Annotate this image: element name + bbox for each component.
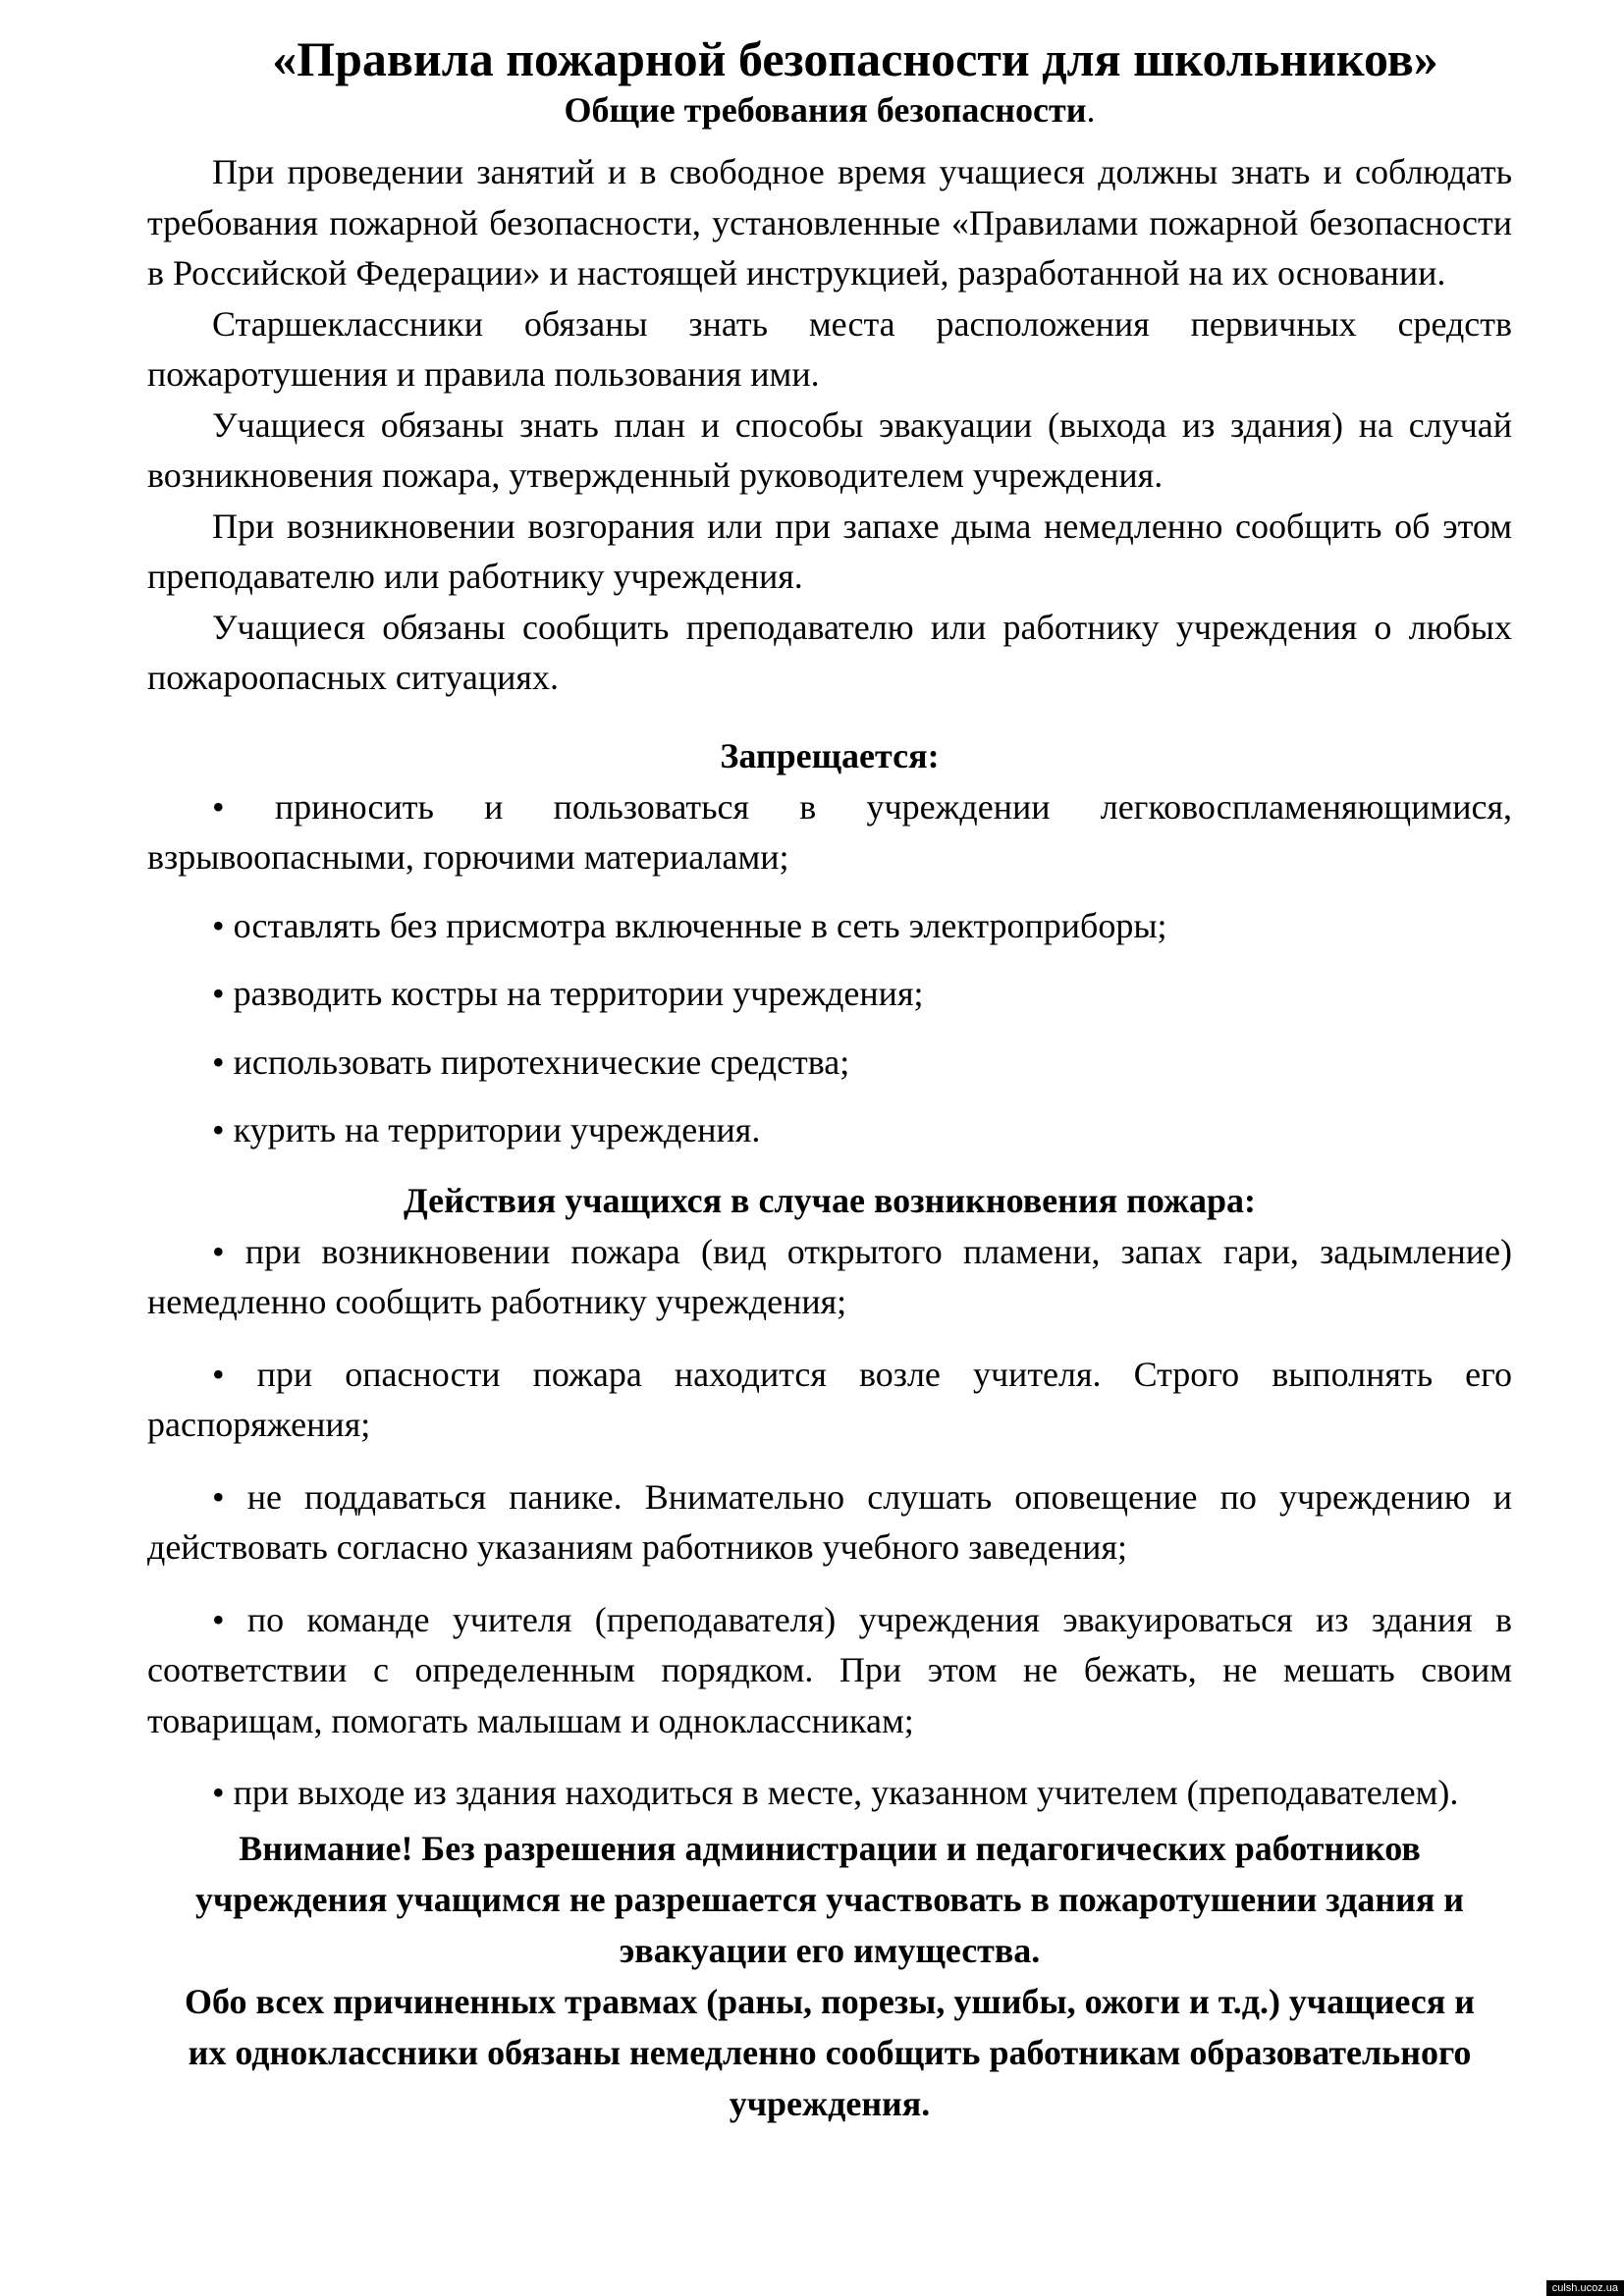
actions-list bbox=[147, 1227, 1512, 1819]
paragraph: Старшеклассники обязаны знать места расположения первичных средств пожаротушения и правила пользования ими. bbox=[147, 303, 1512, 394]
section-subtitle bbox=[147, 88, 1512, 132]
actions-heading: Действия учащихся в случае возникновения пожара: bbox=[403, 1180, 1257, 1220]
paragraph: При проведении занятий и в свободное время учащиеся должны знать и соблюдать требования пожарной безопасности, установленные «Правилами пожарной безопасности в Российской Федерации» и настоящей инструкцией, разработанной на их основании. bbox=[147, 152, 1512, 293]
general-requirements bbox=[147, 147, 1512, 704]
paragraph: Учащиеся обязаны знать план и способы эвакуации (выхода из здания) на случай возникновения пожара, утвержденный руководителем учреждения. bbox=[147, 404, 1512, 495]
subtitle-text: Общие требования безопасности bbox=[564, 90, 1087, 130]
list-item: • приносить и пользоваться в учреждении легковоспламеняющимися, взрывоопасными, горючими материалами; bbox=[147, 786, 1512, 877]
watermark: culsh.ucoz.ua bbox=[1546, 2280, 1624, 2296]
document-page bbox=[147, 29, 1512, 2129]
paragraph: При возникновении возгорания или при запахе дыма немедленно сообщить об этом преподавателю или работнику учреждения. bbox=[147, 506, 1512, 596]
list-item: • при возникновении пожара (вид открытого пламени, запах гари, задымление) немедленно сообщить работнику учреждения; bbox=[147, 1231, 1512, 1321]
list-item: • не поддаваться панике. Внимательно слушать оповещение по учреждению и действовать согласно указаниям работников учебного заведения; bbox=[147, 1476, 1512, 1567]
list-item: • использовать пиротехнические средства; bbox=[212, 1041, 850, 1082]
list-item: • при выходе из здания находиться в месте, указанном учителем (преподавателем). bbox=[212, 1773, 1459, 1812]
prohibited-heading: Запрещается: bbox=[720, 735, 940, 775]
document-title: «Правила пожарной безопасности для школьников» bbox=[272, 31, 1438, 86]
injury-warning: Обо всех причиненных травмах (раны, порезы, ушибы, ожоги и т.д.) учащиеся и их одноклассники обязаны немедленно сообщить работникам образовательного учреждения. bbox=[185, 1981, 1475, 2123]
list-item: • по команде учителя (преподавателя) учреждения эвакуироваться из здания в соответствии с определенным порядком. При этом не бежать, не мешать своим товарищам, помогать малышам и одноклассникам; bbox=[147, 1599, 1512, 1740]
subtitle-suffix: . bbox=[1086, 90, 1096, 130]
list-item: • курить на территории учреждения. bbox=[212, 1110, 761, 1149]
prohibited-list bbox=[147, 782, 1512, 1156]
list-item: • при опасности пожара находится возле учителя. Строго выполнять его распоряжения; bbox=[147, 1354, 1512, 1444]
paragraph: Учащиеся обязаны сообщить преподавателю или работнику учреждения о любых пожароопасных ситуациях. bbox=[147, 607, 1512, 697]
list-item: • оставлять без присмотра включенные в сеть электроприборы; bbox=[212, 905, 1167, 945]
attention-warning: Внимание! Без разрешения администрации и педагогических работников учреждения учащимся не разрешается участвовать в пожаротушении здания и эвакуации его имущества. bbox=[194, 1828, 1465, 1970]
list-item: • разводить костры на территории учреждения; bbox=[212, 974, 924, 1013]
warnings-block bbox=[147, 1823, 1512, 2129]
